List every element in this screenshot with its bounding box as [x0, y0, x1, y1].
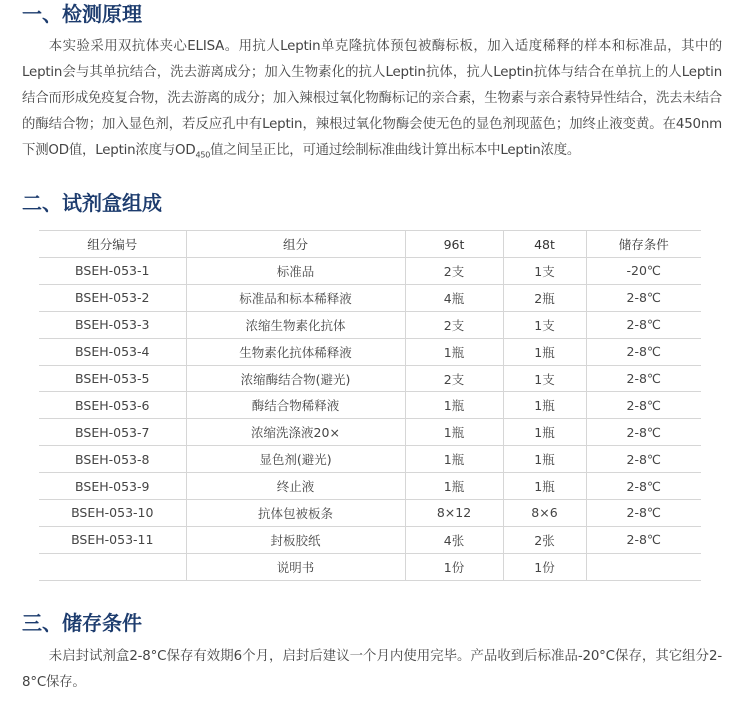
section-title-detection-principle: 一、检测原理	[22, 2, 142, 26]
cell-component-name: 浓缩生物素化抗体	[186, 311, 405, 338]
cell-qty-96t: 1瓶	[405, 419, 503, 446]
cell-storage-temp: 2-8℃	[586, 500, 701, 527]
cell-component-name: 封板胶纸	[186, 526, 405, 553]
cell-qty-48t: 1支	[503, 258, 586, 285]
cell-storage-temp: 2-8℃	[586, 473, 701, 500]
cell-storage-temp: 2-8℃	[586, 526, 701, 553]
cell-qty-48t: 1份	[503, 553, 586, 580]
table-row	[39, 446, 701, 473]
cell-component-id: BSEH-053-11	[39, 526, 186, 553]
cell-component-name: 浓缩洗涤液20×	[186, 419, 405, 446]
header-48t: 48t	[503, 231, 586, 258]
cell-component-id: BSEH-053-8	[39, 446, 186, 473]
cell-qty-96t: 1份	[405, 553, 503, 580]
cell-storage-temp: 2-8℃	[586, 311, 701, 338]
table-row	[39, 473, 701, 500]
table-row	[39, 392, 701, 419]
storage-conditions-text: 未启封试剂盒2-8°C保存有效期6个月，启封后建议一个月内使用完毕。产品收到后标准品-20°C保存，其它组分2-8°C保存。	[22, 649, 722, 690]
cell-qty-48t: 1支	[503, 365, 586, 392]
cell-storage-temp: 2-8℃	[586, 392, 701, 419]
cell-qty-96t: 2支	[405, 311, 503, 338]
principle-text-part2: 值之间呈正比，可通过绘制标准曲线计算出标本中Leptin浓度。	[210, 143, 581, 158]
cell-storage-temp	[586, 553, 701, 580]
cell-qty-48t: 2张	[503, 526, 586, 553]
cell-qty-48t: 1支	[503, 311, 586, 338]
section-title-storage-conditions: 三、储存条件	[22, 611, 142, 635]
kit-components-table	[39, 230, 701, 581]
cell-component-id	[39, 553, 186, 580]
cell-component-name: 显色剂(避光)	[186, 446, 405, 473]
cell-component-id: BSEH-053-5	[39, 365, 186, 392]
table-row	[39, 419, 701, 446]
cell-component-id: BSEH-053-6	[39, 392, 186, 419]
cell-qty-96t: 4瓶	[405, 284, 503, 311]
table-body	[39, 258, 701, 581]
cell-component-name: 生物素化抗体稀释液	[186, 338, 405, 365]
cell-component-name: 酶结合物稀释液	[186, 392, 405, 419]
cell-qty-96t: 2支	[405, 258, 503, 285]
cell-qty-96t: 1瓶	[405, 446, 503, 473]
cell-component-name: 终止液	[186, 473, 405, 500]
cell-storage-temp: 2-8℃	[586, 338, 701, 365]
cell-component-id: BSEH-053-10	[39, 500, 186, 527]
cell-qty-96t: 2支	[405, 365, 503, 392]
principle-text-part1: 本实验采用双抗体夹心ELISA。用抗人Leptin单克隆抗体预包被酶标板，加入适度稀释的样本和标准品，其中的Leptin会与其单抗结合，洗去游离成分；加入生物素化的抗人Leptin抗体，抗人Leptin抗体与结合在单抗上的人Leptin结合而形成免疫复合物，洗去游离的成分；加入辣根过氧化物酶标记的亲合素，生物素与亲合素特异性结合，洗去未结合的酶结合物；加入显色剂，若反应孔中有Leptin，辣根过氧化物酶会使无色的显色剂现蓝色；加终止液变黄。在450nm下测OD值，Leptin浓度与OD	[22, 39, 722, 158]
detection-principle-text	[22, 34, 722, 164]
cell-qty-48t: 8×6	[503, 500, 586, 527]
cell-storage-temp: 2-8℃	[586, 365, 701, 392]
od-subscript: 450	[195, 150, 211, 160]
header-component: 组分	[186, 231, 405, 258]
cell-component-id: BSEH-053-2	[39, 284, 186, 311]
table-row	[39, 311, 701, 338]
cell-storage-temp: 2-8℃	[586, 284, 701, 311]
cell-qty-96t: 8×12	[405, 500, 503, 527]
cell-storage-temp: -20℃	[586, 258, 701, 285]
section-title-kit-components: 二、试剂盒组成	[22, 191, 162, 215]
header-component-id: 组分编号	[39, 231, 186, 258]
cell-component-id: BSEH-053-1	[39, 258, 186, 285]
cell-qty-96t: 1瓶	[405, 338, 503, 365]
table-row	[39, 526, 701, 553]
cell-qty-48t: 1瓶	[503, 392, 586, 419]
cell-component-id: BSEH-053-9	[39, 473, 186, 500]
cell-component-name: 抗体包被板条	[186, 500, 405, 527]
cell-qty-48t: 2瓶	[503, 284, 586, 311]
cell-component-id: BSEH-053-3	[39, 311, 186, 338]
table-row	[39, 500, 701, 527]
header-storage: 储存条件	[586, 231, 701, 258]
table-row	[39, 284, 701, 311]
header-96t: 96t	[405, 231, 503, 258]
cell-component-name: 浓缩酶结合物(避光)	[186, 365, 405, 392]
cell-qty-96t: 1瓶	[405, 392, 503, 419]
table-row	[39, 553, 701, 580]
cell-storage-temp: 2-8℃	[586, 446, 701, 473]
table-row	[39, 365, 701, 392]
cell-storage-temp: 2-8℃	[586, 419, 701, 446]
cell-qty-48t: 1瓶	[503, 419, 586, 446]
cell-qty-48t: 1瓶	[503, 446, 586, 473]
cell-component-name: 标准品	[186, 258, 405, 285]
cell-component-name: 标准品和标本稀释液	[186, 284, 405, 311]
table-row	[39, 258, 701, 285]
table-row	[39, 338, 701, 365]
cell-qty-96t: 1瓶	[405, 473, 503, 500]
cell-component-id: BSEH-053-4	[39, 338, 186, 365]
table-header-row	[39, 231, 701, 258]
cell-qty-48t: 1瓶	[503, 473, 586, 500]
cell-qty-96t: 4张	[405, 526, 503, 553]
cell-component-name: 说明书	[186, 553, 405, 580]
cell-qty-48t: 1瓶	[503, 338, 586, 365]
cell-component-id: BSEH-053-7	[39, 419, 186, 446]
